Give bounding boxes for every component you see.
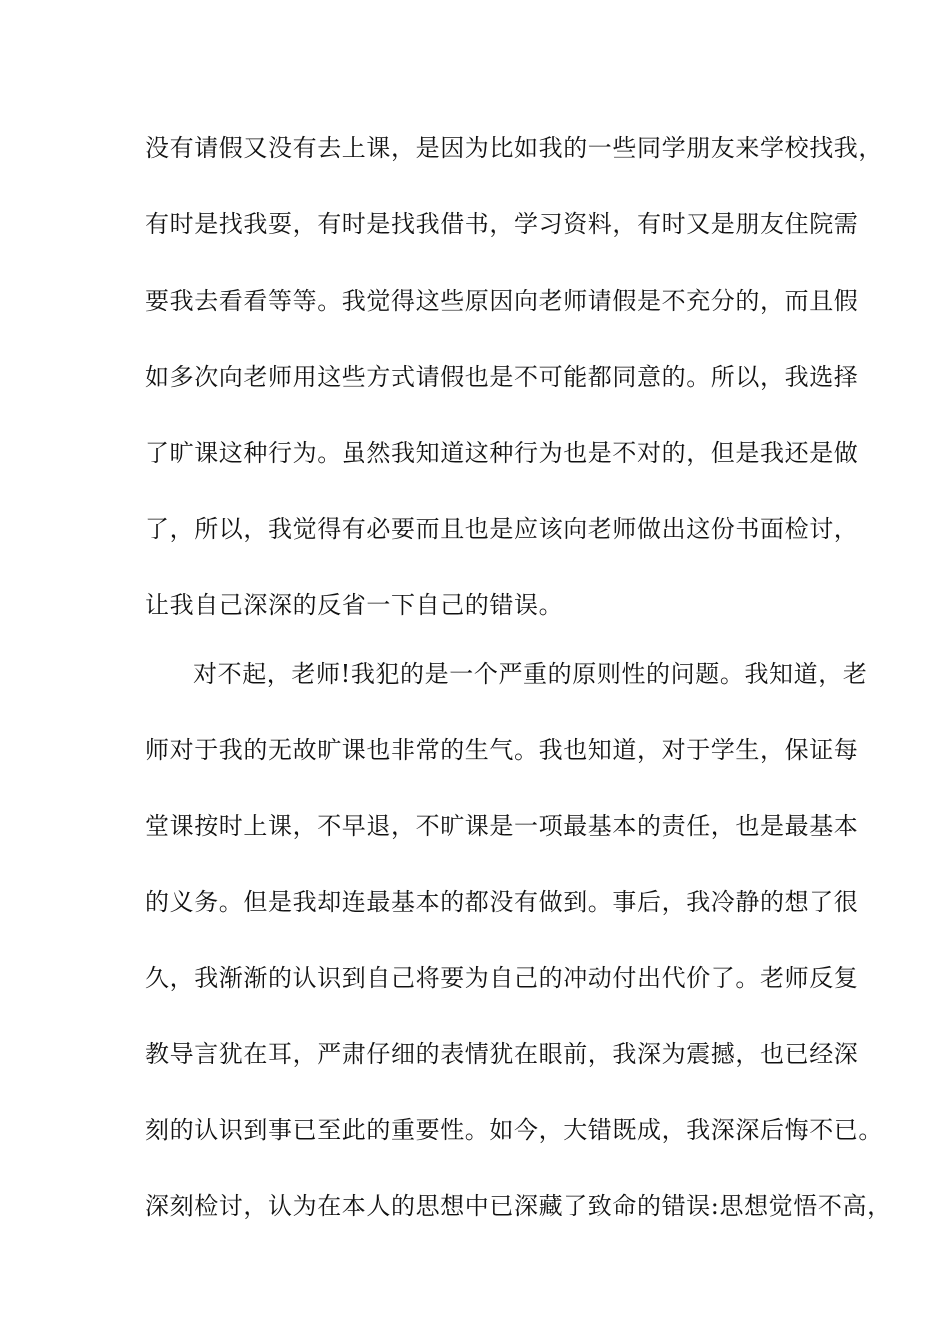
text-line: 的义务。但是我却连最基本的都没有做到。事后，我冷静的想了很 xyxy=(145,888,859,916)
text-line: 让我自己深深的反省一下自己的错误。 xyxy=(145,591,564,619)
text-line: 如多次向老师用这些方式请假也是不可能都同意的。所以，我选择 xyxy=(145,363,859,391)
text-line: 久，我渐渐的认识到自己将要为自己的冲动付出代价了。老师反复 xyxy=(145,964,859,992)
text-line: 了，所以，我觉得有必要而且也是应该向老师做出这份书面检讨， xyxy=(145,515,859,543)
text-line: 教导言犹在耳，严肃仔细的表情犹在眼前，我深为震撼，也已经深 xyxy=(145,1040,859,1068)
text-line: 了旷课这种行为。虽然我知道这种行为也是不对的，但是我还是做 xyxy=(145,439,859,467)
paragraph-first-line: 对不起，老师!我犯的是一个严重的原则性的问题。我知道，老 xyxy=(193,660,868,688)
text-line: 要我去看看等等。我觉得这些原因向老师请假是不充分的，而且假 xyxy=(145,287,859,315)
text-line: 师对于我的无故旷课也非常的生气。我也知道，对于学生，保证每 xyxy=(145,736,859,764)
text-line: 没有请假又没有去上课，是因为比如我的一些同学朋友来学校找我， xyxy=(145,134,883,162)
text-line: 深刻检讨，认为在本人的思想中已深藏了致命的错误:思想觉悟不高， xyxy=(145,1192,892,1220)
text-line: 刻的认识到事已至此的重要性。如今，大错既成，我深深后悔不已。 xyxy=(145,1116,883,1144)
text-line: 堂课按时上课，不早退，不旷课是一项最基本的责任，也是最基本 xyxy=(145,812,859,840)
text-line: 有时是找我耍，有时是找我借书，学习资料，有时又是朋友住院需 xyxy=(145,210,859,238)
